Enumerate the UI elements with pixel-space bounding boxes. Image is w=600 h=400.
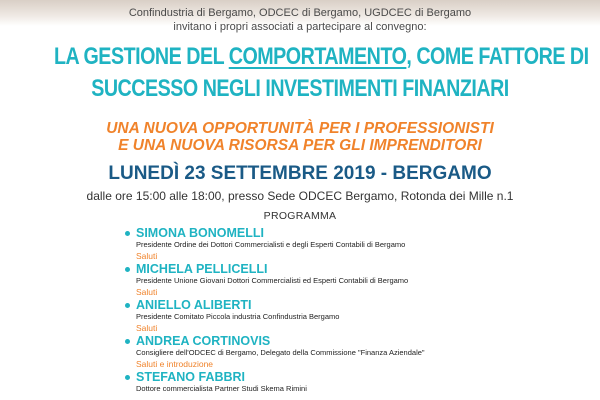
speaker-role: Presidente Unione Giovani Dottori Commercialisti ed Esperti Contabili di Bergamo bbox=[136, 276, 409, 285]
bullet-icon bbox=[125, 267, 130, 272]
speaker-note: Saluti bbox=[136, 287, 158, 297]
speaker-item bbox=[125, 226, 585, 262]
bullet-icon bbox=[125, 231, 130, 236]
subtitle-line-1: UNA NUOVA OPPORTUNITÀ PER I PROFESSIONISTI bbox=[106, 120, 494, 137]
speaker-name: ANDREA CORTINOVIS bbox=[136, 334, 271, 348]
speaker-role: Dottore commercialista Partner Studi Skema Rimini bbox=[136, 384, 307, 393]
speaker-name: SIMONA BONOMELLI bbox=[136, 226, 265, 240]
speaker-item bbox=[125, 334, 585, 370]
speaker-item bbox=[125, 298, 585, 334]
speaker-note: Saluti bbox=[136, 251, 158, 261]
speaker-name: STEFANO FABBRI bbox=[136, 370, 246, 384]
title-line-1 bbox=[54, 43, 589, 71]
title-line-1-post: , COME FATTORE DI bbox=[406, 43, 589, 70]
title-line-2: SUCCESSO NEGLI INVESTIMENTI FINANZIARI bbox=[91, 75, 509, 102]
bullet-icon bbox=[125, 339, 130, 344]
bullet-icon bbox=[125, 375, 130, 380]
program-heading: PROGRAMMA bbox=[263, 210, 337, 222]
speaker-name: MICHELA PELLICELLI bbox=[136, 262, 268, 276]
event-date: LUNEDÌ 23 SETTEMBRE 2019 - BERGAMO bbox=[108, 163, 492, 184]
speaker-item bbox=[125, 370, 585, 394]
event-venue: dalle ore 15:00 alle 18:00, presso Sede ODCEC Bergamo, Rotonda dei Mille n.1 bbox=[86, 189, 514, 203]
speaker-name: ANIELLO ALIBERTI bbox=[136, 298, 252, 312]
speaker-list bbox=[125, 226, 585, 394]
speaker-note: Saluti e introduzione bbox=[136, 359, 214, 369]
speaker-item bbox=[125, 262, 585, 298]
title-line-1-pre: LA GESTIONE DEL bbox=[54, 43, 229, 70]
title-underlined-word: COMPORTAMENTO bbox=[228, 43, 407, 70]
speaker-role: Presidente Comitato Piccola industria Confindustria Bergamo bbox=[136, 312, 340, 321]
invitation-line: invitano i propri associati a partecipare al convegno: bbox=[173, 21, 427, 33]
subtitle-line-2: E UNA NUOVA RISORSA PER GLI IMPRENDITORI bbox=[118, 137, 482, 154]
speaker-role: Consigliere dell'ODCEC di Bergamo, Delegato della Commissione "Finanza Aziendale" bbox=[136, 348, 425, 357]
organizers-line: Confindustria di Bergamo, ODCEC di Bergamo, UGDCEC di Bergamo bbox=[128, 7, 472, 19]
speaker-note: Saluti bbox=[136, 323, 158, 333]
bullet-icon bbox=[125, 303, 130, 308]
speaker-role: Presidente Ordine dei Dottori Commercialisti e degli Esperti Contabili di Bergamo bbox=[136, 240, 406, 249]
